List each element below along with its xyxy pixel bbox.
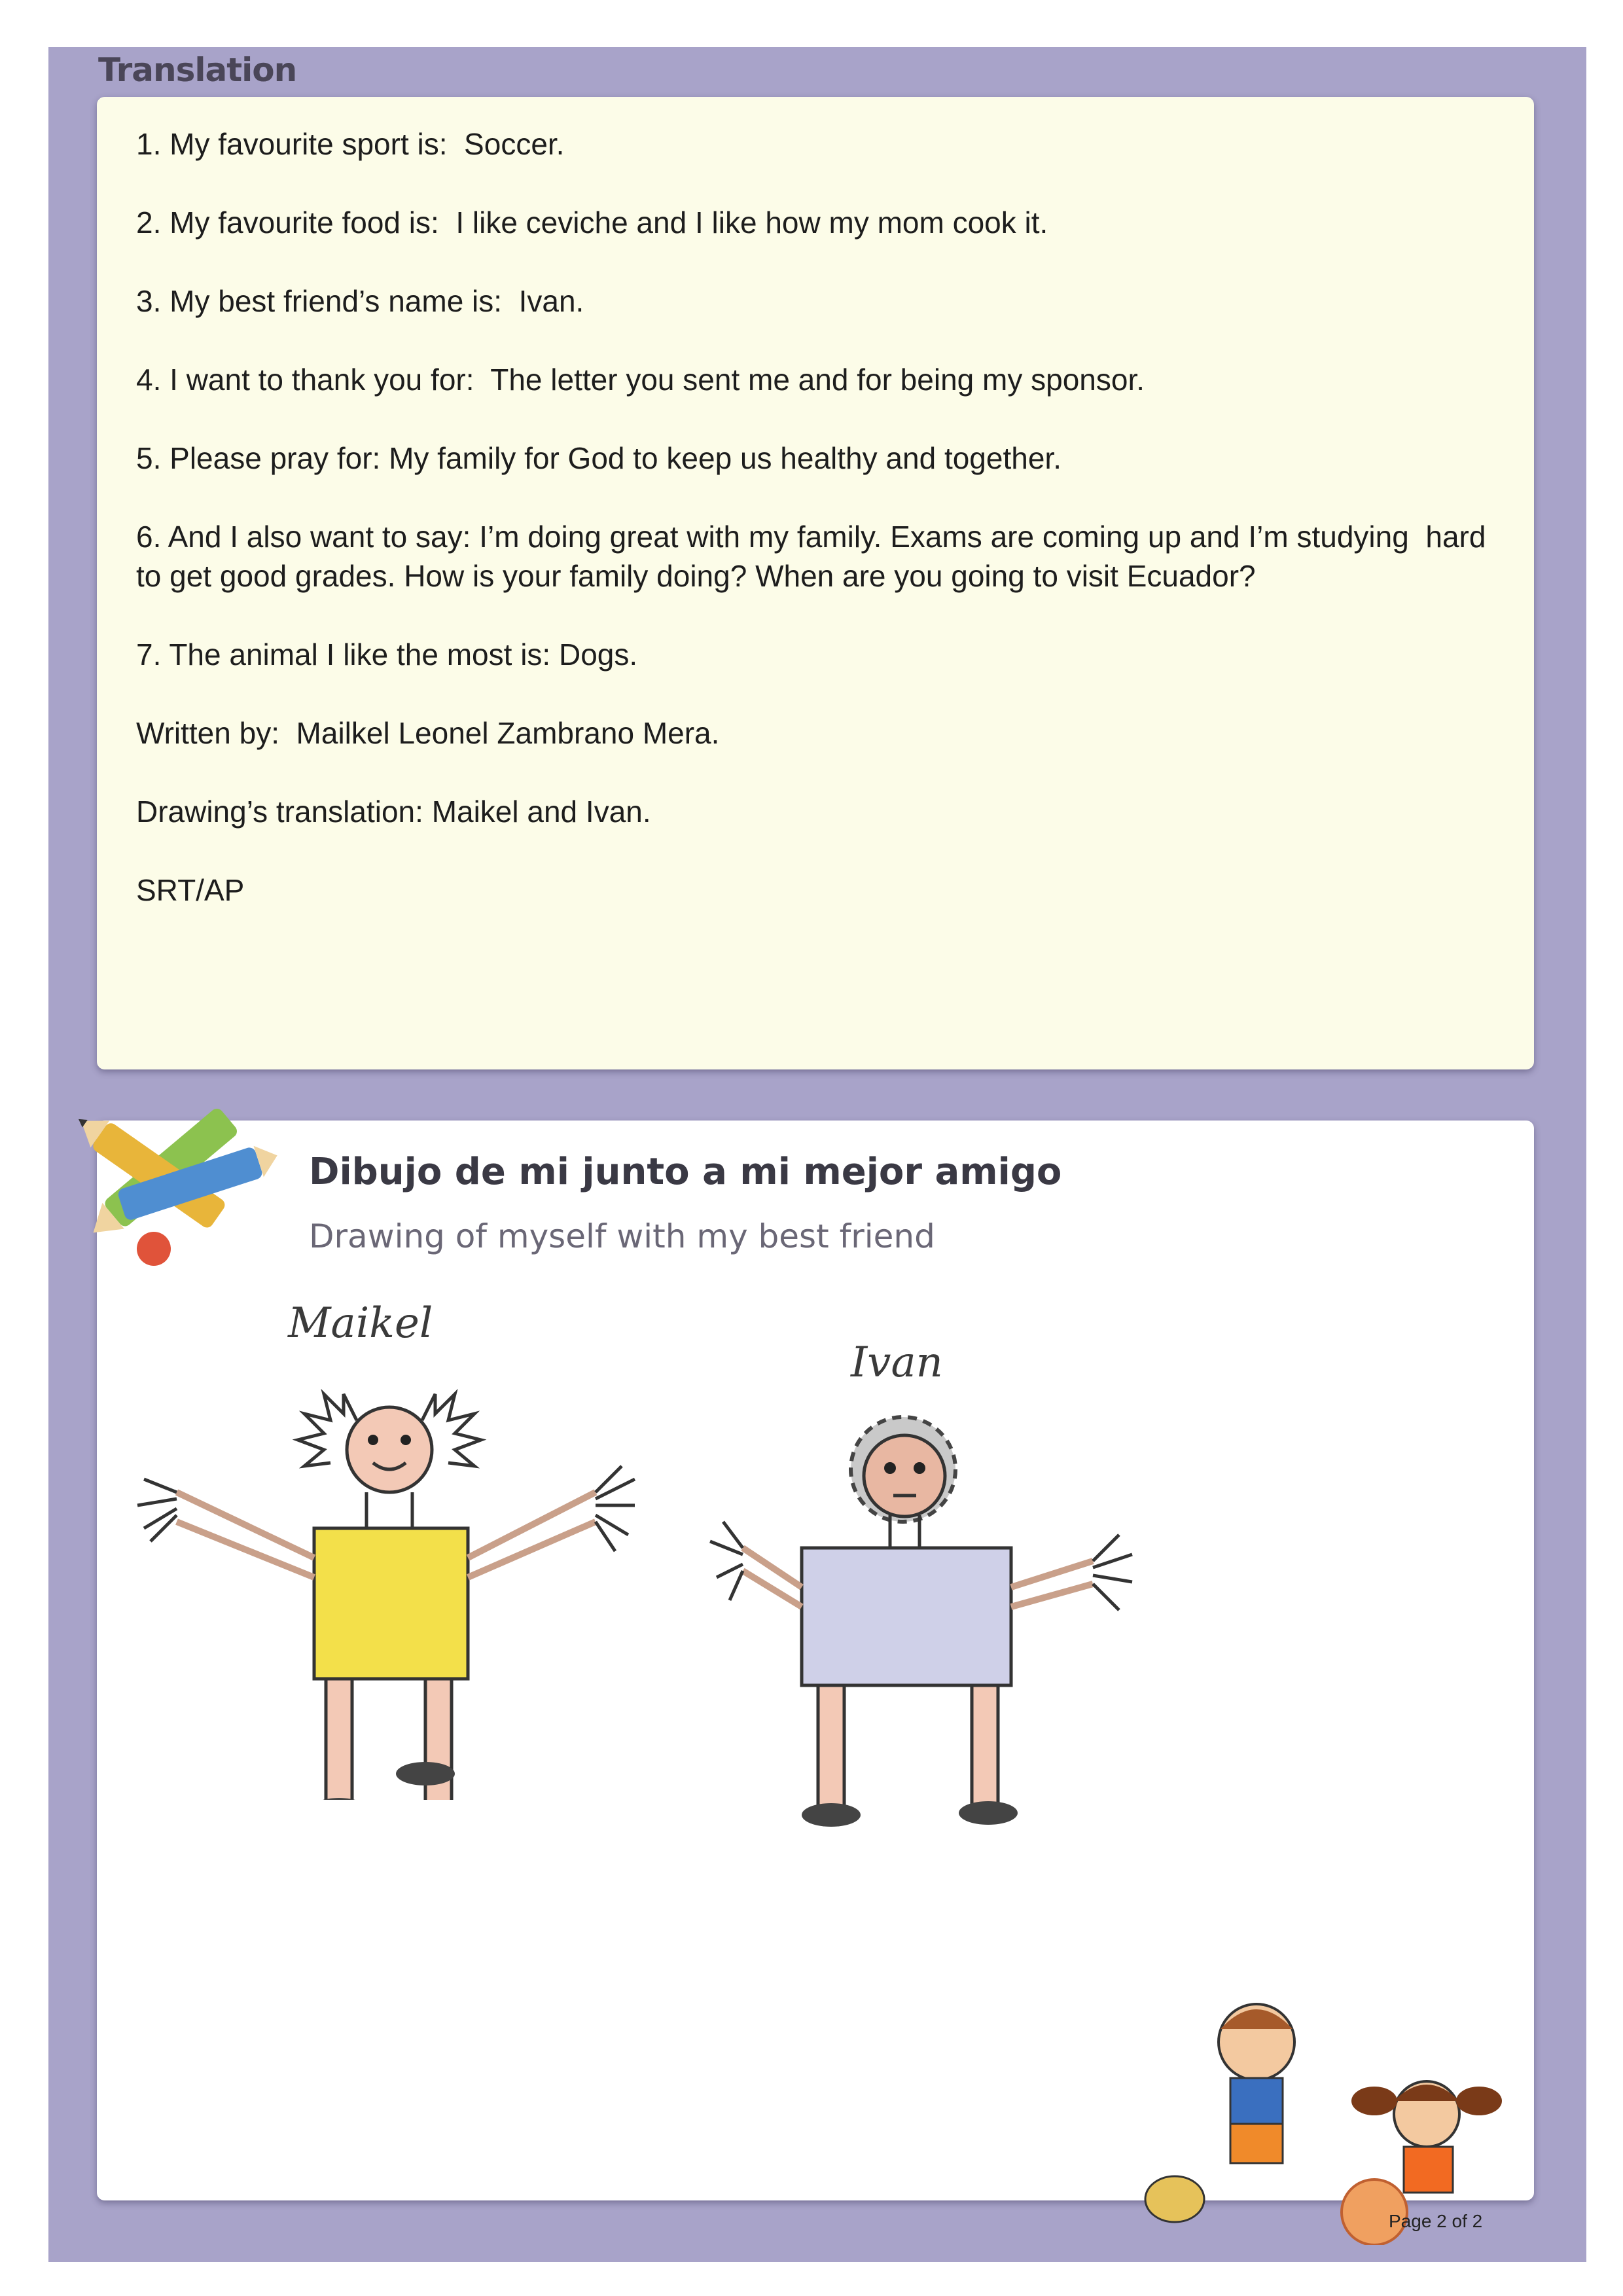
drawing-title-english: Drawing of myself with my best friend (309, 1217, 935, 1255)
drawing-title-spanish: Dibujo de mi junto a mi mejor amigo (309, 1151, 1062, 1193)
figure-name-maikel: Maikel (288, 1299, 433, 1348)
crayons-icon (59, 1073, 281, 1270)
answer-thanks: 4. I want to thank you for: The letter you sent me and for being my sponsor. (136, 363, 1145, 397)
translator-code: SRT/AP (136, 873, 245, 907)
drawing-translation: Drawing’s translation: Maikel and Ivan. (136, 795, 651, 829)
kids-illustration (1139, 1983, 1544, 2245)
page-number: Page 2 of 2 (1389, 2211, 1483, 2231)
answer-best-friend: 3. My best friend’s name is: Ivan. (136, 284, 584, 318)
figure-ivan-drawing (694, 1384, 1152, 1836)
answer-food: 2. My favourite food is: I like ceviche and I like how my mom cook it. (136, 206, 1048, 240)
answers-list (136, 124, 1497, 949)
figure-name-ivan: Ivan (851, 1338, 943, 1387)
written-by: Written by: Mailkel Leonel Zambrano Mera. (136, 716, 720, 750)
answer-prayer: 5. Please pray for: My family for God to keep us healthy and together. (136, 441, 1061, 475)
answer-sport: 1. My favourite sport is: Soccer. (136, 127, 565, 161)
answer-animal: 7. The animal I like the most is: Dogs. (136, 637, 638, 672)
answer-message: 6. And I also want to say: I’m doing great with my family. Exams are coming up and I’m studying hard to get good grades. How is your family doing? When are you going to visit Ecuador? (136, 520, 1495, 593)
figure-maikel-drawing (98, 1381, 661, 1800)
section-label: Translation (98, 51, 297, 89)
